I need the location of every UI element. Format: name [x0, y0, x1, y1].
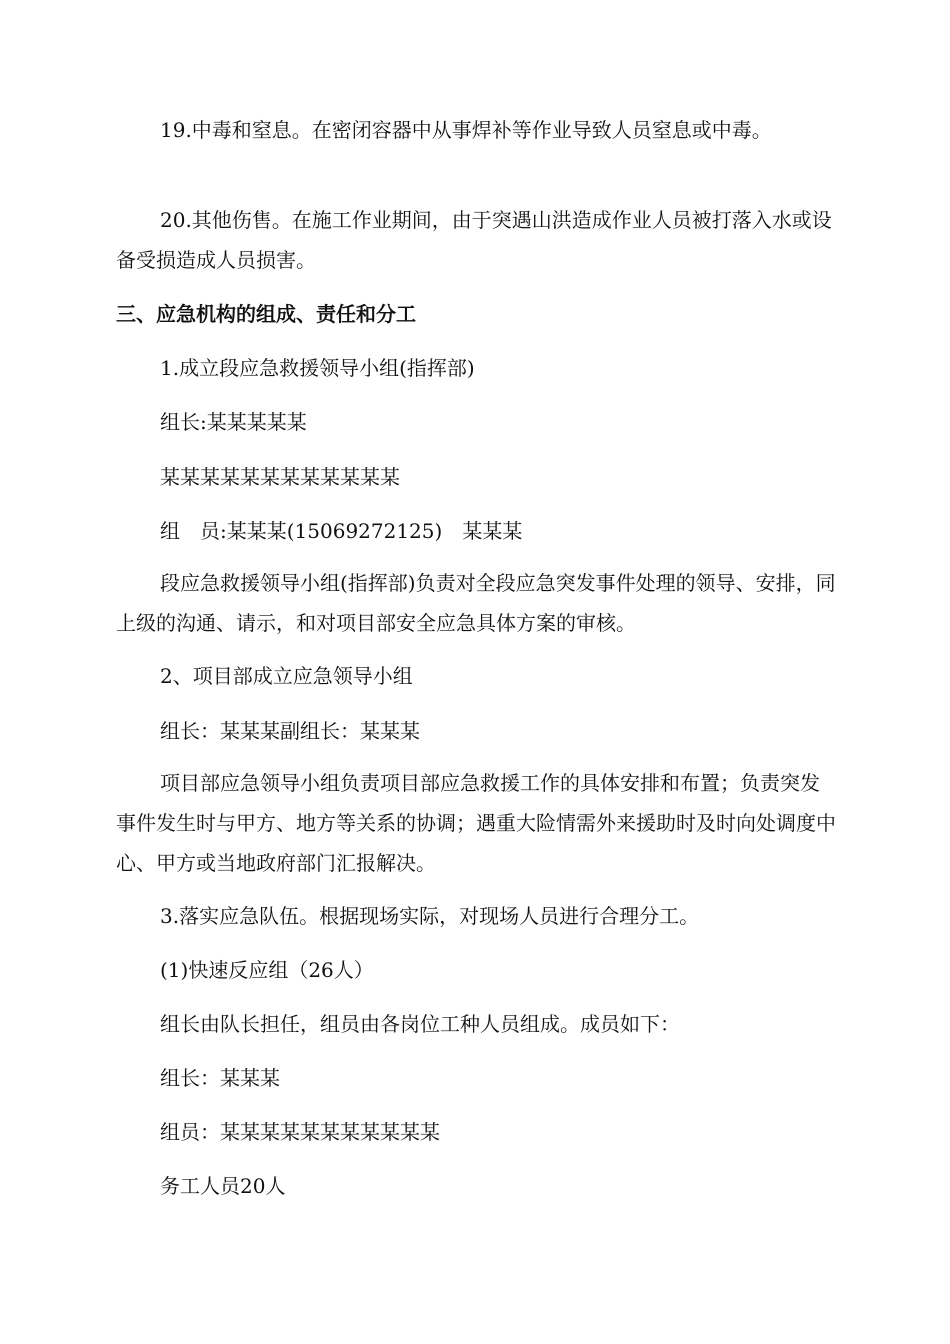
rapid-response-title: (1)快速反应组（26人） — [160, 958, 374, 982]
project-duty-paragraph: 项目部应急领导小组负责项目部应急救援工作的具体安排和布置；负责突发事件发生时与甲方、地方等关系的协调；遇重大险情需外来援助时及时向处调度中心、甲方或当地政府部门汇报解决。 — [116, 771, 836, 875]
group-composition-line: 组长由队长担任，组员由各岗位工种人员组成。成员如下： — [160, 1012, 680, 1036]
worker-count-line: 务工人员20人 — [160, 1174, 286, 1198]
paragraph-item-20: 20.其他伤售。在施工作业期间，由于突遇山洪造成作业人员被打落入水或设备受损造成人员损害。 — [116, 208, 832, 272]
leadership-duty-paragraph: 段应急救援领导小组(指挥部)负责对全段应急突发事件处理的领导、安排，同上级的沟通、请示，和对项目部安全应急具体方案的审核。 — [116, 571, 836, 635]
subsection-title-1: 1.成立段应急救援领导小组(指挥部) — [160, 356, 475, 380]
paragraph-item-19: 19.中毒和窒息。在密闭容器中从事焊补等作业导致人员窒息或中毒。 — [160, 118, 772, 142]
members-contact-line: 组 员:某某某(15069272125) 某某某 — [160, 519, 523, 543]
subsection-title-2: 2、项目部成立应急领导小组 — [160, 664, 413, 688]
project-leaders-line: 组长：某某某副组长：某某某 — [160, 719, 420, 743]
section-heading: 三、应急机构的组成、责任和分工 — [116, 302, 416, 326]
members-line: 某某某某某某某某某某某某 — [160, 465, 400, 489]
group-leader-line: 组长:某某某某某 — [160, 410, 307, 434]
rapid-response-members: 组员：某某某某某某某某某某某 — [160, 1120, 440, 1144]
subsection-title-3: 3.落实应急队伍。根据现场实际，对现场人员进行合理分工。 — [160, 904, 700, 928]
rapid-response-leader: 组长：某某某 — [160, 1066, 280, 1090]
